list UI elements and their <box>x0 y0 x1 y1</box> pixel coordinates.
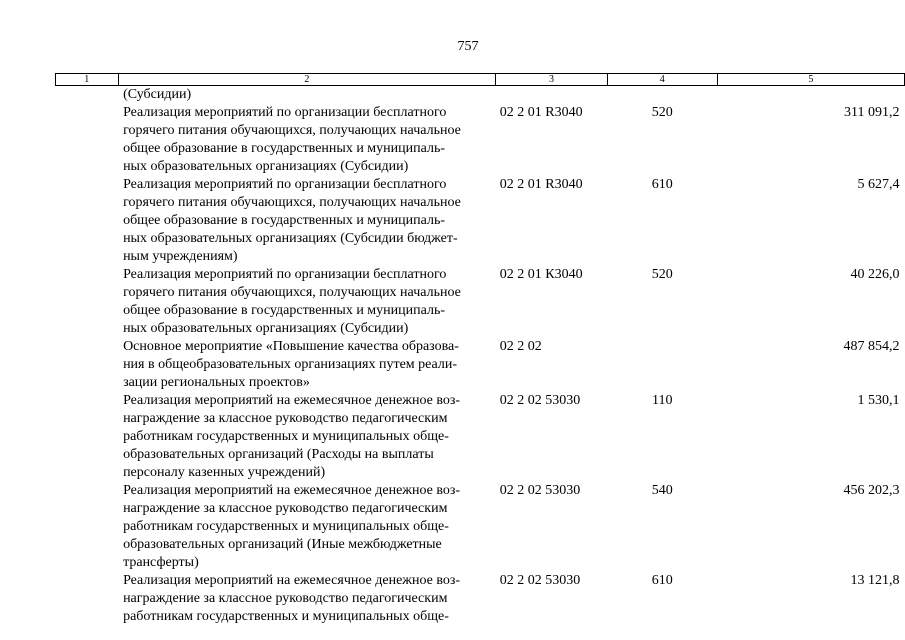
description-line: общее образование в государственных и муниципаль- <box>123 141 446 156</box>
table-row <box>56 176 905 266</box>
row-number-cell <box>56 86 119 105</box>
description-cell <box>118 176 496 266</box>
description-line: персоналу казенных учреждений) <box>123 465 326 480</box>
classification-code-cell <box>496 86 607 105</box>
classification-code-cell: 02 2 01 R3040 <box>499 177 583 192</box>
amount-cell: 13 121,8 <box>850 573 900 588</box>
description-line: Реализация мероприятий на ежемесячное денежное воз- <box>123 393 461 408</box>
description-cell <box>118 338 496 392</box>
description-cell <box>118 266 496 338</box>
table-body <box>56 86 905 627</box>
expense-type-cell: 520 <box>651 267 673 282</box>
description-cell <box>118 104 496 176</box>
description-line: зации региональных проектов» <box>123 375 310 390</box>
expense-type-cell <box>607 86 717 105</box>
budget-table <box>55 73 905 626</box>
description-cell <box>118 482 496 572</box>
column-header-3: 3 <box>496 74 607 86</box>
description-line: образовательных организаций (Расходы на выплаты <box>123 447 434 462</box>
amount-cell: 487 854,2 <box>843 339 900 354</box>
column-header-5: 5 <box>717 74 904 86</box>
column-header-4: 4 <box>607 74 717 86</box>
description-line: общее образование в государственных и муниципаль- <box>123 303 446 318</box>
amount-cell <box>717 86 904 105</box>
amount-cell: 40 226,0 <box>850 267 900 282</box>
table-row <box>56 482 905 572</box>
description-line: горячего питания обучающихся, получающих начальное <box>123 123 461 138</box>
table-header <box>56 74 905 86</box>
expense-type-cell: 110 <box>652 393 673 408</box>
classification-code-cell: 02 2 01 R3040 <box>499 105 583 120</box>
description-line: Основное мероприятие «Повышение качества образова- <box>123 339 459 354</box>
amount-cell: 1 530,1 <box>857 393 900 408</box>
row-number-cell <box>56 176 119 266</box>
description-cell <box>118 392 496 482</box>
description-cell <box>118 86 496 105</box>
row-number-cell <box>56 338 119 392</box>
description-line: (Субсидии) <box>123 87 192 102</box>
expense-type-cell: 610 <box>651 177 673 192</box>
expense-type-cell: 610 <box>651 573 673 588</box>
row-number-cell <box>56 392 119 482</box>
description-line: ных образовательных организациях (Субсидии бюджет- <box>123 231 458 246</box>
description-line: Реализация мероприятий на ежемесячное денежное воз- <box>123 573 461 588</box>
column-header-2: 2 <box>118 74 496 86</box>
description-line: горячего питания обучающихся, получающих начальное <box>123 285 461 300</box>
classification-code-cell: 02 2 01 К3040 <box>499 267 583 282</box>
row-number-cell <box>56 482 119 572</box>
description-line: образовательных организаций (Иные межбюджетные <box>123 537 442 552</box>
description-line: работникам государственных и муниципальных обще- <box>123 519 449 534</box>
description-cell <box>118 572 496 626</box>
column-header-1: 1 <box>56 74 119 86</box>
amount-cell: 311 091,2 <box>844 105 900 120</box>
page-number: 757 <box>457 39 479 54</box>
description-line: работникам государственных и муниципальных обще- <box>123 609 449 624</box>
row-number-cell <box>56 572 119 626</box>
description-line: работникам государственных и муниципальных обще- <box>123 429 449 444</box>
description-line: ния в общеобразовательных организациях путем реали- <box>123 357 458 372</box>
amount-cell: 5 627,4 <box>857 177 900 192</box>
expense-type-cell <box>607 338 717 392</box>
classification-code-cell: 02 2 02 53030 <box>499 573 581 588</box>
amount-cell: 456 202,3 <box>843 483 900 498</box>
table-row <box>56 86 905 105</box>
row-number-cell <box>56 266 119 338</box>
description-line: горячего питания обучающихся, получающих начальное <box>123 195 461 210</box>
description-line: ным учреждениям) <box>123 249 238 264</box>
table-row <box>56 572 905 626</box>
description-line: награждение за классное руководство педагогическим <box>123 501 448 516</box>
table-row <box>56 266 905 338</box>
header-row <box>56 74 905 86</box>
description-line: Реализация мероприятий по организации бесплатного <box>123 267 447 282</box>
expense-type-cell: 540 <box>651 483 673 498</box>
classification-code-cell: 02 2 02 53030 <box>499 483 581 498</box>
description-line: Реализация мероприятий по организации бесплатного <box>123 177 447 192</box>
description-line: Реализация мероприятий на ежемесячное денежное воз- <box>123 483 461 498</box>
table-row <box>56 104 905 176</box>
table-row <box>56 338 905 392</box>
classification-code-cell: 02 2 02 53030 <box>499 393 581 408</box>
expense-type-cell: 520 <box>651 105 673 120</box>
row-number-cell <box>56 104 119 176</box>
description-line: Реализация мероприятий по организации бесплатного <box>123 105 447 120</box>
description-line: ных образовательных организациях (Субсидии) <box>123 321 409 336</box>
table-row <box>56 392 905 482</box>
description-line: общее образование в государственных и муниципаль- <box>123 213 446 228</box>
description-line: ных образовательных организациях (Субсидии) <box>123 159 409 174</box>
description-line: награждение за классное руководство педагогическим <box>123 411 448 426</box>
classification-code-cell: 02 2 02 <box>499 339 542 354</box>
description-line: награждение за классное руководство педагогическим <box>123 591 448 606</box>
description-line: трансферты) <box>123 555 199 570</box>
